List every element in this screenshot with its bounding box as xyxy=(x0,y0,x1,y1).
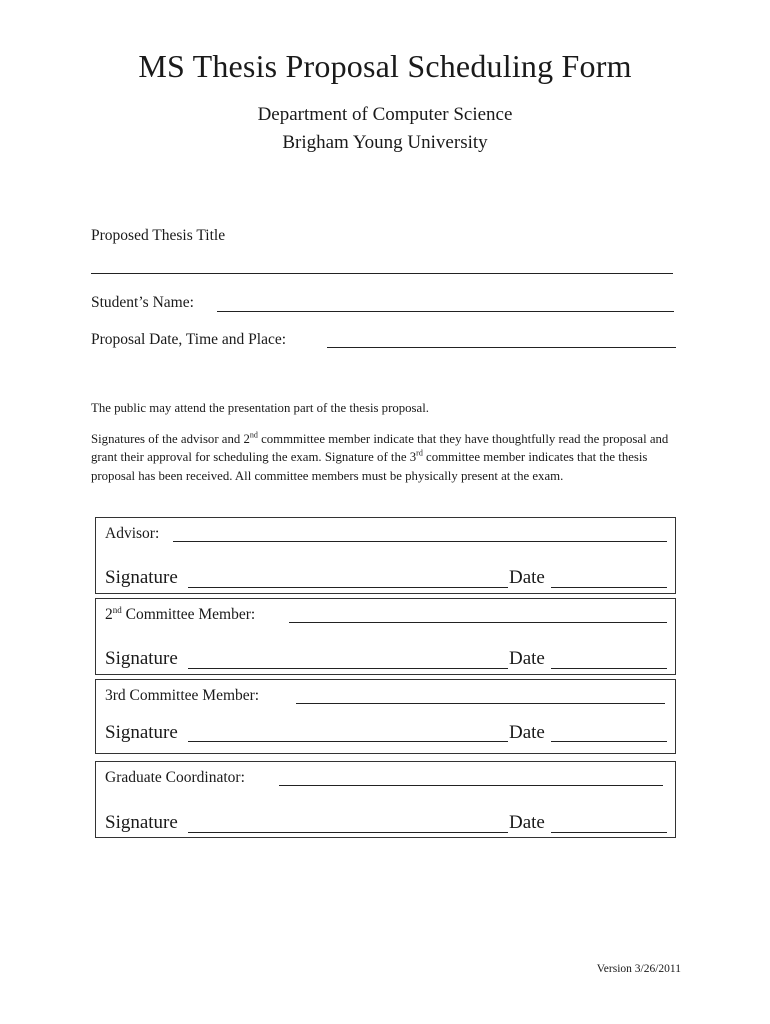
second-committee-date-label: Date xyxy=(509,648,545,669)
third-committee-date-label: Date xyxy=(509,722,545,743)
advisor-signature-block xyxy=(95,517,676,594)
second-committee-signature-label: Signature xyxy=(105,648,178,669)
version-label: Version 3/26/2011 xyxy=(596,963,681,975)
signatures-note-sup1: nd xyxy=(249,430,258,440)
third-committee-label: 3rd Committee Member: xyxy=(105,687,260,704)
third-committee-name-field[interactable] xyxy=(296,703,665,704)
graduate-coordinator-date-field[interactable] xyxy=(551,832,667,833)
signatures-note-part1: Signatures of the advisor and 2 xyxy=(91,432,250,446)
department-name: Department of Computer Science xyxy=(257,104,513,125)
third-committee-date-field[interactable] xyxy=(551,741,667,742)
advisor-label: Advisor: xyxy=(105,525,160,542)
second-committee-signature-block xyxy=(95,598,676,675)
student-name-field[interactable] xyxy=(217,311,674,312)
second-committee-date-field[interactable] xyxy=(551,668,667,669)
signatures-note xyxy=(91,430,691,485)
signatures-note-part3: committee member indicates that the thesis proposal has been received. All committee members must be physically present at the exam. xyxy=(91,450,648,483)
graduate-coordinator-signature-label: Signature xyxy=(105,812,178,833)
proposed-title-field[interactable] xyxy=(91,273,673,274)
graduate-coordinator-signature-field[interactable] xyxy=(188,832,508,833)
third-committee-signature-field[interactable] xyxy=(188,741,508,742)
student-name-label: Student’s Name: xyxy=(91,294,194,311)
second-committee-label-sup: nd xyxy=(112,604,122,615)
proposal-date-label: Proposal Date, Time and Place: xyxy=(91,331,287,348)
third-committee-signature-block xyxy=(95,679,676,754)
second-committee-label-text: Committee Member: xyxy=(125,606,256,623)
advisor-date-label: Date xyxy=(509,567,545,588)
public-attend-note: The public may attend the presentation part of the thesis proposal. xyxy=(91,401,429,415)
third-committee-signature-label: Signature xyxy=(105,722,178,743)
graduate-coordinator-label: Graduate Coordinator: xyxy=(105,769,245,786)
proposed-title-label: Proposed Thesis Title xyxy=(91,227,226,244)
second-committee-signature-field[interactable] xyxy=(188,668,508,669)
advisor-name-field[interactable] xyxy=(173,541,667,542)
form-title: MS Thesis Proposal Scheduling Form xyxy=(138,48,632,84)
advisor-date-field[interactable] xyxy=(551,587,667,588)
advisor-signature-field[interactable] xyxy=(188,587,508,588)
graduate-coordinator-signature-block xyxy=(95,761,676,838)
university-name: Brigham Young University xyxy=(282,132,488,153)
second-committee-label-prefix: 2 xyxy=(105,606,113,623)
proposal-date-field[interactable] xyxy=(327,347,676,348)
second-committee-label xyxy=(105,606,255,624)
graduate-coordinator-name-field[interactable] xyxy=(279,785,663,786)
signatures-note-part2: commmittee member indicate that they have thoughtfully read the proposal and grant their approval for scheduling the exam. Signature of the 3 xyxy=(91,432,669,465)
second-committee-name-field[interactable] xyxy=(289,622,667,623)
advisor-signature-label: Signature xyxy=(105,567,178,588)
signatures-note-sup2: rd xyxy=(416,449,423,459)
graduate-coordinator-date-label: Date xyxy=(509,812,545,833)
